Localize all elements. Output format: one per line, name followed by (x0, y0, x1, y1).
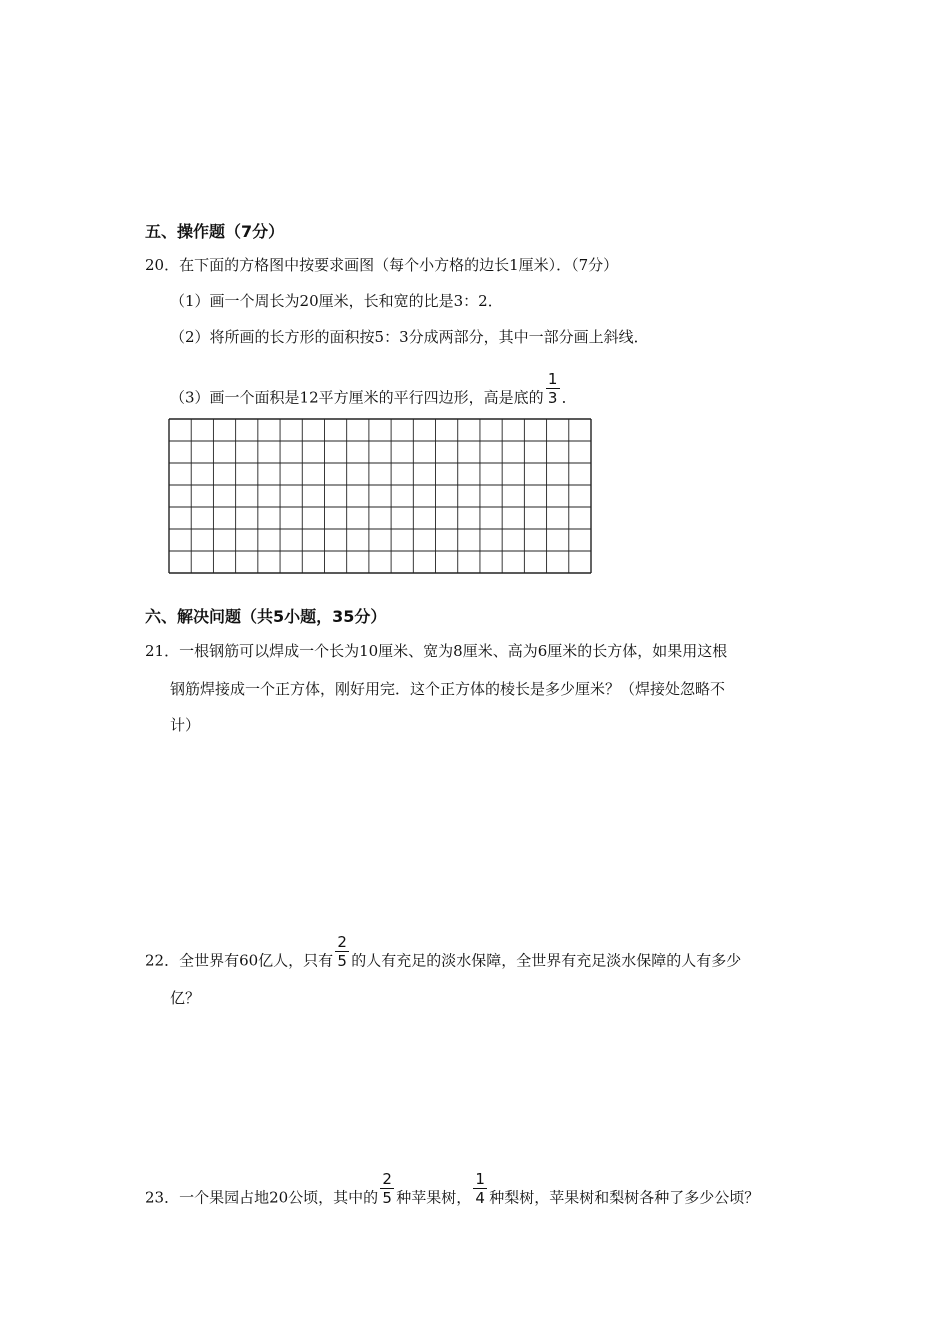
fraction-denominator: 3 (547, 389, 558, 407)
question-21-line-2: 钢筋焊接成一个正方体，刚好用完．这个正方体的棱长是多少厘米？（焊接处忽略不 (170, 680, 726, 698)
question-20-part-2: （2）将所画的长方形的面积按5：3分成两部分，其中一部分画上斜线． (170, 328, 649, 346)
question-23-text-start: 23．一个果园占地20公顷，其中的 (145, 1188, 379, 1207)
question-20-part-3-end: ． (561, 388, 577, 407)
question-22-line-1 (145, 933, 742, 980)
fraction-numerator: 1 (475, 1170, 485, 1188)
fraction-two-fifths (335, 933, 349, 970)
question-20-part-1: （1）画一个周长为20厘米，长和宽的比是3：2． (170, 292, 503, 310)
question-22-text-end: 的人有充足的淡水保障，全世界有充足淡水保障的人有多少 (351, 951, 742, 970)
question-23-text-middle: 种苹果树， (396, 1188, 472, 1207)
question-20-part-3 (170, 370, 577, 417)
question-21-line-1: 21．一根钢筋可以焊成一个长为10厘米、宽为8厘米、高为6厘米的长方体，如果用这根 (145, 642, 728, 660)
fraction-numerator: 2 (382, 1170, 392, 1188)
question-22-text-start: 22．全世界有60亿人，只有 (145, 951, 334, 970)
fraction-denominator: 4 (475, 1189, 485, 1207)
fraction-denominator: 5 (337, 952, 347, 970)
fraction-one-quarter-pear (473, 1170, 487, 1207)
section-title-operation: 五、操作题（7分） (145, 222, 285, 241)
question-20-part-3-text: （3）画一个面积是12平方厘米的平行四边形，高是底的 (170, 388, 544, 407)
section-title-problem-solving: 六、解决问题（共5小题，35分） (145, 607, 387, 626)
fraction-numerator: 1 (547, 370, 558, 388)
fraction-numerator: 2 (337, 933, 347, 951)
question-23-text-end: 种梨树，苹果树和梨树各种了多少公顷？ (489, 1188, 760, 1207)
fraction-one-third (546, 370, 560, 407)
question-21-line-3: 计） (170, 716, 201, 734)
fraction-denominator: 5 (382, 1189, 392, 1207)
question-22-line-2: 亿？ (170, 989, 201, 1007)
question-23 (145, 1170, 760, 1217)
question-20-stem: 20．在下面的方格图中按要求画图（每个小方格的边长1厘米）．（7分） (145, 256, 619, 274)
square-grid (168, 418, 592, 574)
fraction-two-fifths-apple (380, 1170, 394, 1207)
